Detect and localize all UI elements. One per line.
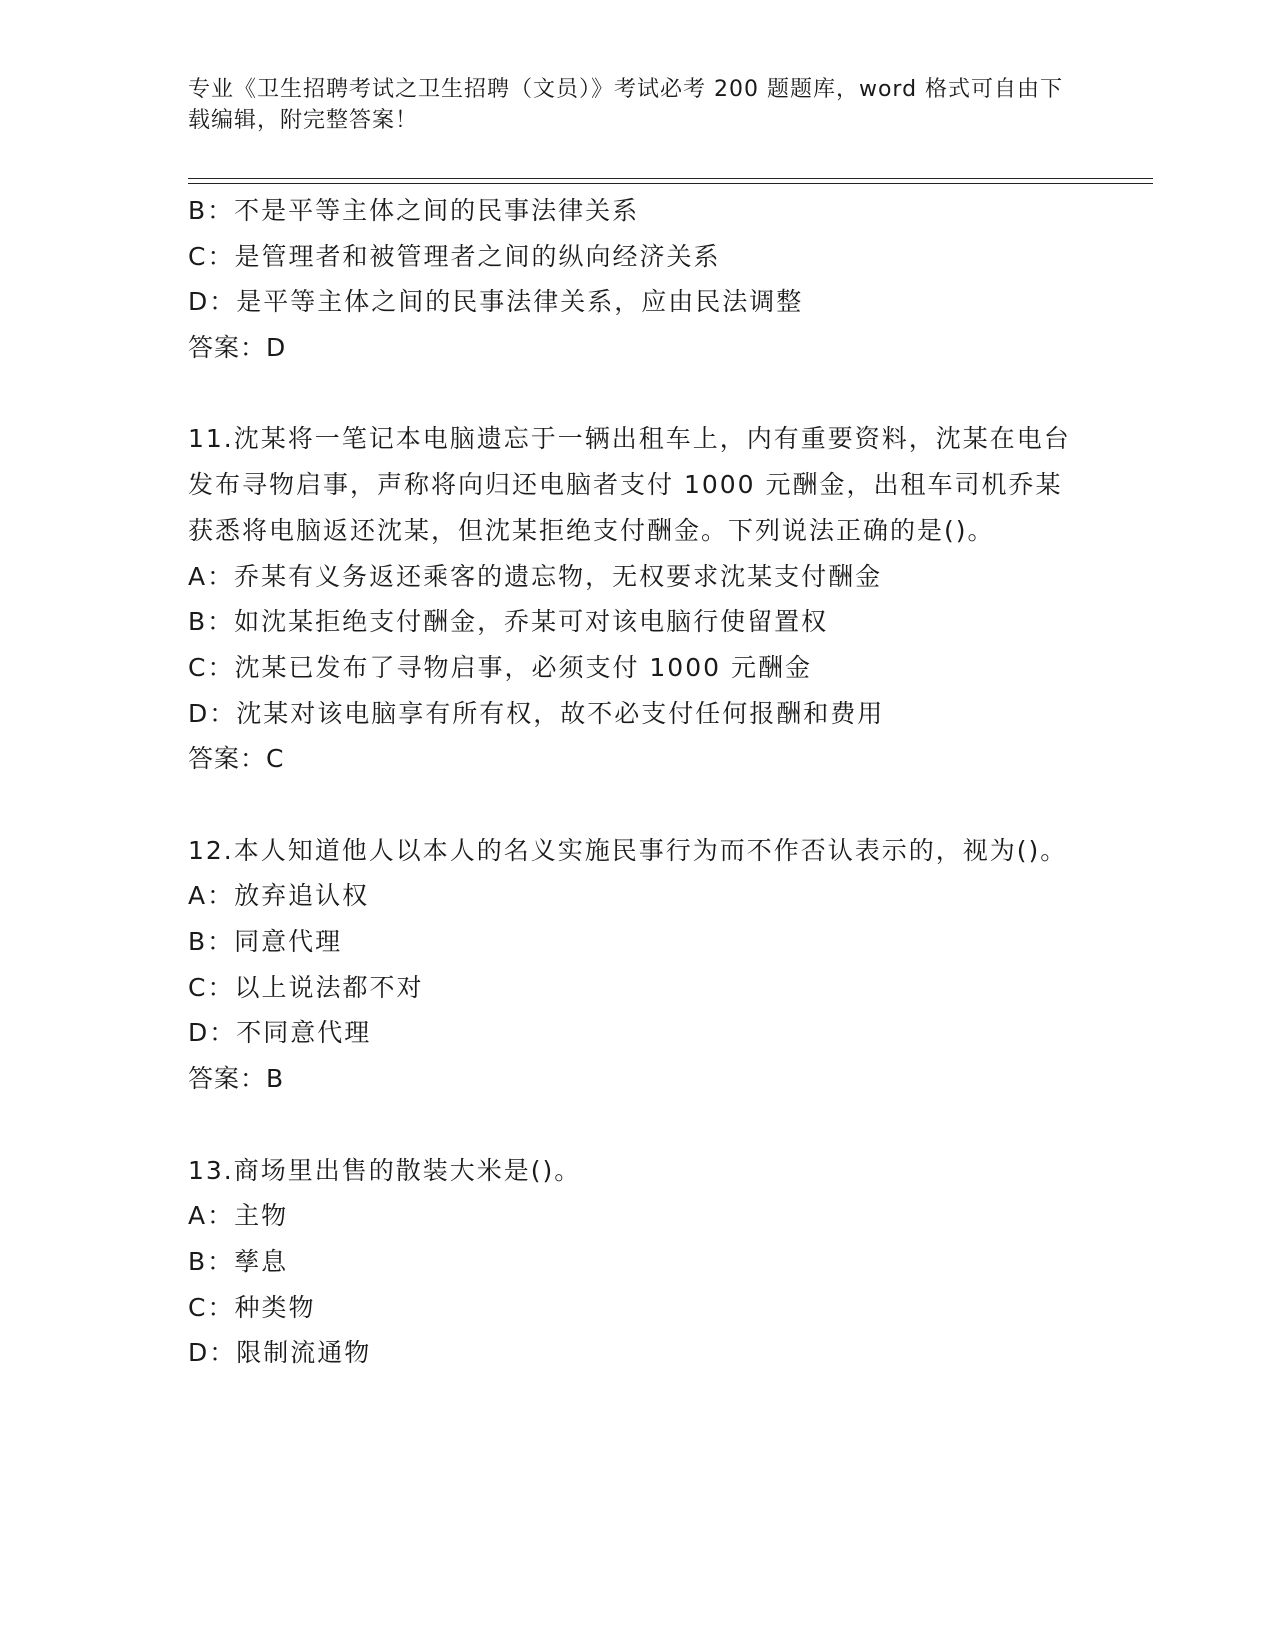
answer-line: 答案：B: [188, 1064, 285, 1094]
option-c: C：沈某已发布了寻物启事，必须支付 1000 元酬金: [188, 652, 812, 682]
option-d: D：沈某对该电脑享有所有权，故不必支付任何报酬和费用: [188, 698, 885, 728]
question-stem: 12.本人知道他人以本人的名义实施民事行为而不作否认表示的，视为()。: [188, 835, 1068, 865]
header-rule-top: [188, 178, 1153, 179]
question-list: [188, 188, 1088, 1376]
answer-line: 答案：C: [188, 744, 285, 774]
question-13: [188, 1148, 1088, 1376]
document-title: 专业《卫生招聘考试之卫生招聘（文员）》考试必考 200 题题库，word 格式可自由下载编辑，附完整答案！: [188, 77, 1064, 133]
question-stem: 13.商场里出售的散装大米是()。: [188, 1155, 582, 1185]
option-b: B：孳息: [188, 1246, 289, 1276]
option-b: B：不是平等主体之间的民事法律关系: [188, 196, 640, 225]
question-stem: 11.沈某将一笔记本电脑遗忘于一辆出租车上，内有重要资料，沈某在电台发布寻物启事，声称将向归还电脑者支付 1000 元酬金，出租车司机乔某获悉将电脑返还沈某，但沈某拒绝支付酬金。下列说法正确的是()。: [188, 424, 1071, 545]
option-b: B：同意代理: [188, 927, 343, 957]
option-c: C：以上说法都不对: [188, 972, 424, 1002]
header-rule-bottom: [188, 183, 1153, 184]
answer-line: 答案：D: [188, 333, 287, 363]
option-a: A：乔某有义务返还乘客的遗忘物，无权要求沈某支付酬金: [188, 561, 883, 591]
option-c: C：是管理者和被管理者之间的纵向经济关系: [188, 241, 721, 271]
option-d: D：是平等主体之间的民事法律关系，应由民法调整: [188, 287, 804, 317]
option-b: B：如沈某拒绝支付酬金，乔某可对该电脑行使留置权: [188, 607, 829, 637]
prev-question-block: [188, 188, 1088, 371]
option-a: A：放弃追认权: [188, 881, 370, 911]
option-d: D：限制流通物: [188, 1338, 372, 1368]
document-header: [188, 74, 1068, 136]
option-a: A：主物: [188, 1201, 289, 1231]
question-12: [188, 828, 1088, 1102]
option-d: D：不同意代理: [188, 1018, 372, 1048]
question-11: [188, 416, 1088, 782]
option-c: C：种类物: [188, 1292, 316, 1322]
